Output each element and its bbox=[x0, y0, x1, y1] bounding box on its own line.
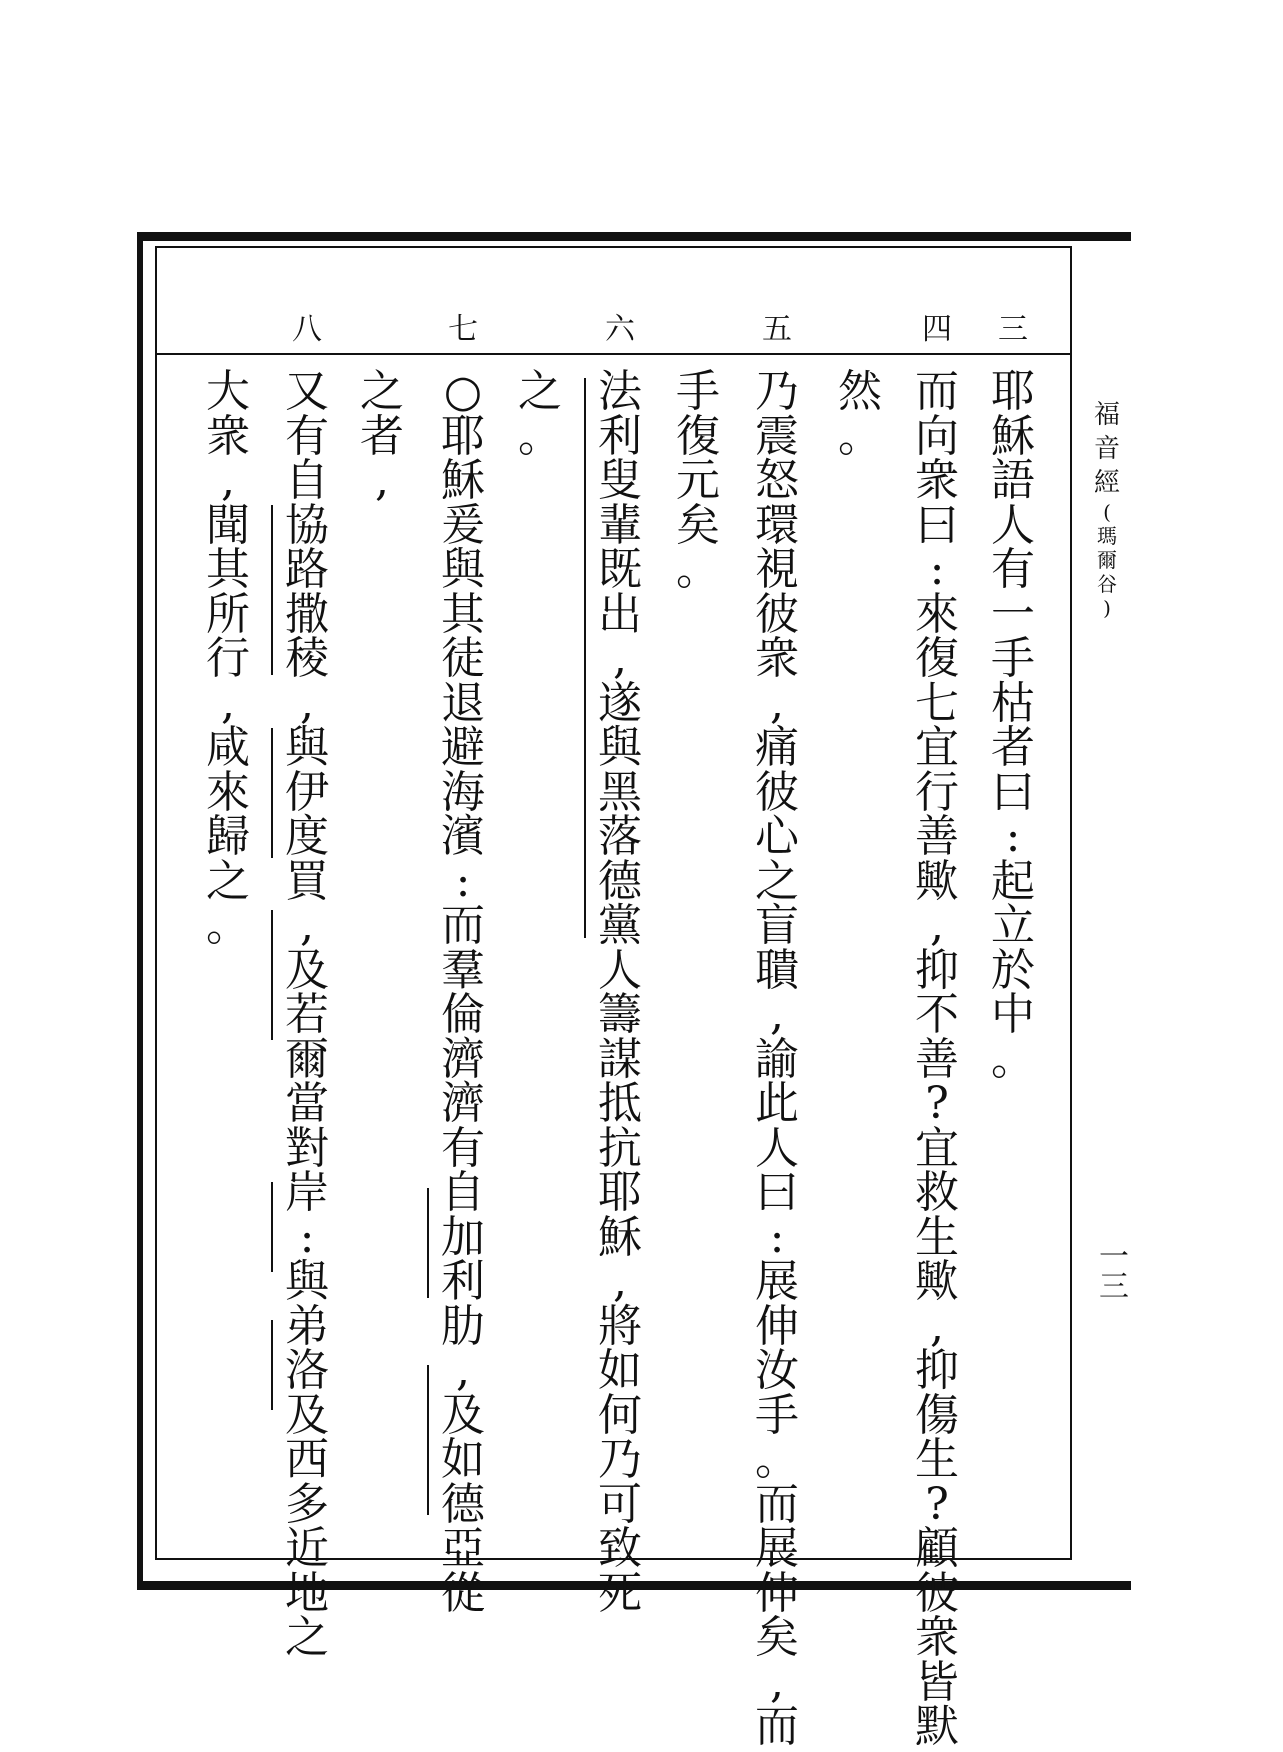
text-char: 善 bbox=[915, 1033, 959, 1085]
text-column bbox=[830, 366, 890, 462]
text-char: 穌 bbox=[441, 455, 485, 506]
text-char: 此 bbox=[755, 1078, 799, 1129]
proper-name-rule bbox=[271, 910, 273, 1040]
text-char: 伊 bbox=[285, 766, 329, 818]
text-char: 利 bbox=[598, 410, 642, 462]
text-char: 濱 bbox=[441, 811, 485, 862]
proper-name-rule bbox=[584, 728, 586, 938]
text-char: 咸 bbox=[206, 722, 250, 773]
text-char: 抑 bbox=[915, 1345, 959, 1396]
header-rule bbox=[155, 353, 1070, 355]
proper-name-rule bbox=[427, 1188, 429, 1298]
text-char: ? bbox=[925, 1078, 949, 1129]
text-char: 又 bbox=[285, 366, 329, 417]
text-char: 倫 bbox=[441, 989, 485, 1040]
text-char: 來 bbox=[206, 766, 250, 818]
text-char: 及 bbox=[285, 944, 329, 996]
text-char: 地 bbox=[285, 1567, 329, 1619]
text-char: 復 bbox=[915, 633, 959, 684]
text-char: 既 bbox=[598, 544, 642, 595]
text-char: 盲 bbox=[755, 900, 799, 951]
text-char: 行 bbox=[206, 633, 250, 684]
text-char: 將 bbox=[598, 1300, 642, 1352]
text-char: , bbox=[613, 633, 627, 684]
text-char: 傷 bbox=[915, 1389, 959, 1441]
text-char: 何 bbox=[598, 1389, 642, 1441]
text-column bbox=[668, 366, 728, 595]
text-char: 心 bbox=[755, 811, 799, 862]
text-char: 徒 bbox=[441, 633, 485, 684]
text-char: 與 bbox=[285, 722, 329, 773]
verse-number: 六 bbox=[605, 312, 635, 347]
text-char: 及 bbox=[285, 1389, 329, 1441]
text-char: 多 bbox=[285, 1478, 329, 1530]
proper-name-rule bbox=[271, 1320, 273, 1410]
text-char: 加 bbox=[441, 1211, 485, 1263]
text-column bbox=[747, 366, 807, 1752]
title-char: 經 bbox=[1093, 468, 1120, 498]
title-char: 音 bbox=[1093, 434, 1120, 464]
text-char: 叟 bbox=[598, 455, 642, 506]
text-char: 德 bbox=[441, 1478, 485, 1530]
proper-name-rule bbox=[427, 1365, 429, 1515]
text-char: 向 bbox=[915, 410, 959, 462]
text-char: 稜 bbox=[285, 633, 329, 684]
text-char: 致 bbox=[598, 1523, 642, 1574]
proper-name-rule bbox=[271, 728, 273, 858]
text-char: 從 bbox=[441, 1567, 485, 1619]
text-char: 遂 bbox=[598, 677, 642, 729]
text-char: 起 bbox=[991, 855, 1035, 907]
text-char: 弟 bbox=[285, 1300, 329, 1352]
text-char: 怒 bbox=[755, 455, 799, 506]
text-char: ○ bbox=[443, 366, 483, 417]
text-char: 耶 bbox=[991, 366, 1035, 417]
text-char: : bbox=[929, 544, 945, 595]
text-char: 有 bbox=[441, 1122, 485, 1174]
text-char: 矣 bbox=[755, 1612, 799, 1663]
text-char: 爰 bbox=[441, 499, 485, 551]
text-char: 撒 bbox=[285, 588, 329, 640]
text-char: 。 bbox=[676, 544, 720, 595]
text-column bbox=[352, 366, 412, 506]
text-char: 西 bbox=[285, 1434, 329, 1485]
text-char: 七 bbox=[915, 677, 959, 729]
text-char: 岸 bbox=[285, 1167, 329, 1218]
text-char: 曰 bbox=[755, 1167, 799, 1218]
text-column bbox=[277, 366, 337, 1663]
text-char: , bbox=[770, 989, 784, 1040]
text-char: 曰 bbox=[915, 499, 959, 551]
text-char: 聵 bbox=[755, 944, 799, 996]
text-char: 救 bbox=[915, 1167, 959, 1218]
text-char: 汝 bbox=[755, 1345, 799, 1396]
text-char: 度 bbox=[285, 811, 329, 862]
text-char: 及 bbox=[441, 1389, 485, 1441]
text-char: 羣 bbox=[441, 944, 485, 996]
text-char: 默 bbox=[915, 1701, 959, 1752]
text-char: 死 bbox=[598, 1567, 642, 1619]
text-char: 如 bbox=[441, 1434, 485, 1485]
text-char: 所 bbox=[206, 588, 250, 640]
text-char: 震 bbox=[755, 410, 799, 462]
text-char: 抵 bbox=[598, 1078, 642, 1129]
text-char: 然 bbox=[838, 366, 882, 417]
text-char: 衆 bbox=[755, 633, 799, 684]
text-char: 。 bbox=[991, 1033, 1035, 1085]
text-char: 有 bbox=[285, 410, 329, 462]
text-char: 乃 bbox=[755, 366, 799, 417]
text-char: 濟 bbox=[441, 1078, 485, 1129]
running-title bbox=[1082, 398, 1132, 620]
text-char: 者 bbox=[360, 410, 404, 462]
text-char: 歸 bbox=[206, 811, 250, 862]
text-char: 肋 bbox=[441, 1300, 485, 1352]
title-char: 福 bbox=[1093, 400, 1120, 430]
text-char: 亞 bbox=[441, 1523, 485, 1574]
subtitle-char: 瑪 bbox=[1097, 524, 1117, 548]
text-char: ? bbox=[925, 1478, 949, 1530]
text-char: , bbox=[300, 677, 314, 729]
text-char: 抑 bbox=[915, 944, 959, 996]
subtitle-char: ( bbox=[1103, 500, 1111, 524]
text-char: 之 bbox=[518, 366, 562, 417]
text-char: 枯 bbox=[991, 677, 1035, 729]
text-char: 謀 bbox=[598, 1033, 642, 1085]
proper-name-rule bbox=[271, 505, 273, 675]
text-char: 路 bbox=[285, 544, 329, 595]
text-char: 退 bbox=[441, 677, 485, 729]
text-char: 穌 bbox=[991, 410, 1035, 462]
text-char: 而 bbox=[755, 1701, 799, 1752]
text-char: , bbox=[221, 455, 235, 506]
text-char: 一 bbox=[991, 588, 1035, 640]
text-char: 。 bbox=[206, 900, 250, 951]
text-char: 與 bbox=[598, 722, 642, 773]
text-char: 宜 bbox=[915, 722, 959, 773]
text-column bbox=[590, 366, 650, 1619]
text-char: 對 bbox=[285, 1122, 329, 1174]
text-char: 之 bbox=[285, 1612, 329, 1663]
text-char: 而 bbox=[915, 366, 959, 417]
text-char: : bbox=[299, 1211, 315, 1263]
text-char: , bbox=[613, 1256, 627, 1307]
text-char: 耶 bbox=[441, 410, 485, 462]
text-char: 衆 bbox=[206, 410, 250, 462]
text-char: 元 bbox=[676, 455, 720, 506]
text-char: : bbox=[1005, 811, 1021, 862]
text-char: 若 bbox=[285, 989, 329, 1040]
text-char: 利 bbox=[441, 1256, 485, 1307]
text-column bbox=[510, 366, 570, 462]
text-char: , bbox=[456, 1345, 470, 1396]
text-char: 而 bbox=[755, 1478, 799, 1530]
text-char: 乃 bbox=[598, 1434, 642, 1485]
text-char: 生 bbox=[915, 1434, 959, 1485]
text-char: 買 bbox=[285, 855, 329, 907]
text-char: , bbox=[221, 677, 235, 729]
verse-number: 四 bbox=[922, 312, 952, 347]
text-char: 皆 bbox=[915, 1656, 959, 1708]
text-char: , bbox=[300, 900, 314, 951]
page-number: 一三 bbox=[1093, 1240, 1128, 1300]
text-char: 有 bbox=[991, 544, 1035, 595]
text-char: 如 bbox=[598, 1345, 642, 1396]
text-char: 痛 bbox=[755, 722, 799, 773]
verse-number: 五 bbox=[762, 312, 792, 347]
text-char: 海 bbox=[441, 766, 485, 818]
verse-number: 八 bbox=[292, 312, 322, 347]
text-char: 穌 bbox=[598, 1211, 642, 1263]
text-char: 而 bbox=[441, 900, 485, 951]
text-char: 濟 bbox=[441, 1033, 485, 1085]
text-char: 諭 bbox=[755, 1033, 799, 1085]
text-char: 黑 bbox=[598, 766, 642, 818]
text-char: 與 bbox=[441, 544, 485, 595]
text-char: 輩 bbox=[598, 499, 642, 551]
text-char: 之 bbox=[206, 855, 250, 907]
text-char: 耶 bbox=[598, 1167, 642, 1218]
text-char: 出 bbox=[598, 588, 642, 640]
text-char: , bbox=[375, 455, 389, 506]
text-char: 聞 bbox=[206, 499, 250, 551]
verse-number: 七 bbox=[448, 312, 478, 347]
text-char: 視 bbox=[755, 544, 799, 595]
text-column bbox=[433, 366, 493, 1619]
text-char: 落 bbox=[598, 811, 642, 862]
text-char: : bbox=[455, 855, 471, 907]
text-char: 自 bbox=[285, 455, 329, 506]
text-char: 與 bbox=[285, 1256, 329, 1307]
proper-name-rule bbox=[271, 1182, 273, 1272]
text-char: 大 bbox=[206, 366, 250, 417]
text-char: 行 bbox=[915, 766, 959, 818]
text-char: 彼 bbox=[755, 588, 799, 640]
text-char: 立 bbox=[991, 900, 1035, 951]
text-char: 彼 bbox=[915, 1567, 959, 1619]
text-char: 當 bbox=[285, 1078, 329, 1129]
text-char: 協 bbox=[285, 499, 329, 551]
text-char: 。 bbox=[838, 410, 882, 462]
text-char: 避 bbox=[441, 722, 485, 773]
text-char: 衆 bbox=[915, 1612, 959, 1663]
text-char: 歟 bbox=[915, 1256, 959, 1307]
text-char: 法 bbox=[598, 366, 642, 417]
text-char: 者 bbox=[991, 722, 1035, 773]
text-char: 其 bbox=[441, 588, 485, 640]
text-column bbox=[983, 366, 1043, 1085]
text-char: 手 bbox=[676, 366, 720, 417]
text-char: , bbox=[770, 677, 784, 729]
text-char: 爾 bbox=[285, 1033, 329, 1085]
text-char: 洛 bbox=[285, 1345, 329, 1396]
text-char: 抗 bbox=[598, 1122, 642, 1174]
text-char: 手 bbox=[991, 633, 1035, 684]
text-char: 彼 bbox=[755, 766, 799, 818]
text-char: 歟 bbox=[915, 855, 959, 907]
text-char: 生 bbox=[915, 1211, 959, 1263]
text-column bbox=[198, 366, 258, 951]
text-char: 矣 bbox=[676, 499, 720, 551]
text-char: 人 bbox=[755, 1122, 799, 1174]
text-char: 黨 bbox=[598, 900, 642, 951]
text-char: 善 bbox=[915, 811, 959, 862]
text-char: 手 bbox=[755, 1389, 799, 1441]
text-char: 顧 bbox=[915, 1523, 959, 1574]
text-char: 。 bbox=[518, 410, 562, 462]
subtitle-char: 谷 bbox=[1097, 572, 1117, 596]
text-char: 復 bbox=[676, 410, 720, 462]
text-char: 自 bbox=[441, 1167, 485, 1218]
text-char: 之 bbox=[755, 855, 799, 907]
text-char: 宜 bbox=[915, 1122, 959, 1174]
text-char: 人 bbox=[598, 944, 642, 996]
text-char: , bbox=[930, 900, 944, 951]
text-char: 展 bbox=[755, 1256, 799, 1307]
text-char: 。 bbox=[755, 1434, 799, 1485]
text-char: 不 bbox=[915, 989, 959, 1040]
text-char: 伸 bbox=[755, 1567, 799, 1619]
text-char: , bbox=[770, 1656, 784, 1708]
text-char: 近 bbox=[285, 1523, 329, 1574]
text-char: 展 bbox=[755, 1523, 799, 1574]
text-char: 於 bbox=[991, 944, 1035, 996]
text-char: 籌 bbox=[598, 989, 642, 1040]
text-char: 中 bbox=[991, 989, 1035, 1040]
text-char: 語 bbox=[991, 455, 1035, 506]
text-char: 人 bbox=[991, 499, 1035, 551]
subtitle-char: 爾 bbox=[1097, 548, 1117, 572]
text-char: : bbox=[769, 1211, 785, 1263]
text-char: 德 bbox=[598, 855, 642, 907]
text-char: 其 bbox=[206, 544, 250, 595]
subtitle-char: ) bbox=[1103, 596, 1111, 620]
text-column bbox=[907, 366, 967, 1752]
text-char: 衆 bbox=[915, 455, 959, 506]
verse-number: 三 bbox=[998, 312, 1028, 347]
text-char: 可 bbox=[598, 1478, 642, 1530]
text-char: 環 bbox=[755, 499, 799, 551]
text-char: 之 bbox=[360, 366, 404, 417]
text-char: 來 bbox=[915, 588, 959, 640]
text-char: , bbox=[930, 1300, 944, 1352]
text-char: 曰 bbox=[991, 766, 1035, 818]
text-char: 伸 bbox=[755, 1300, 799, 1352]
